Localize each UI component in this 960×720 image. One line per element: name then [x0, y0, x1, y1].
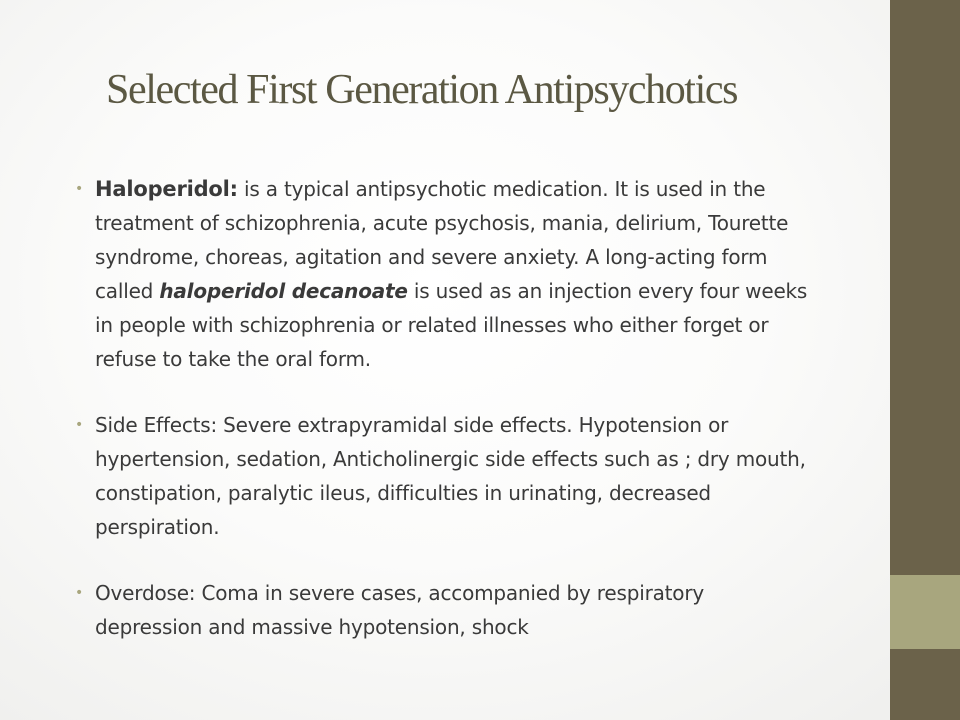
- bullet-text-part: is a typical antipsychotic medication. It is used in the treatment of schizophrenia, acute psychosis, mania, delirium, Tourette syndrome, choreas, agitation and severe anxiety. A long-acting form called: [95, 177, 789, 303]
- bullet-text-part: is used as an injection every four weeks in people with schizophrenia or related illnesses who either forget or refuse to take the oral form.: [95, 279, 808, 371]
- slide-title: Selected First Generation Antipsychotics: [106, 67, 738, 113]
- bullet-icon: •: [75, 417, 84, 433]
- bullet-text: Side Effects: Severe extrapyramidal side effects. Hypotension or hypertension, sedation, Anticholinergic side effects such as ; dry mouth, constipation, paralytic ileus, difficulties in urinating, decreased perspiration.: [95, 413, 806, 539]
- bullet-icon: •: [75, 181, 84, 197]
- sidebar-accent-block: [890, 575, 960, 649]
- bullet-haloperidol: [75, 172, 815, 376]
- drug-emphasis: haloperidol decanoate: [159, 279, 408, 303]
- drug-term: Haloperidol:: [95, 177, 238, 201]
- bullet-text: Overdose: Coma in severe cases, accompanied by respiratory depression and massive hypotension, shock: [95, 581, 704, 639]
- bullet-icon: •: [75, 585, 84, 601]
- bullet-side-effects: [75, 408, 815, 544]
- bullet-overdose: [75, 576, 815, 644]
- bullet-list: [75, 172, 815, 644]
